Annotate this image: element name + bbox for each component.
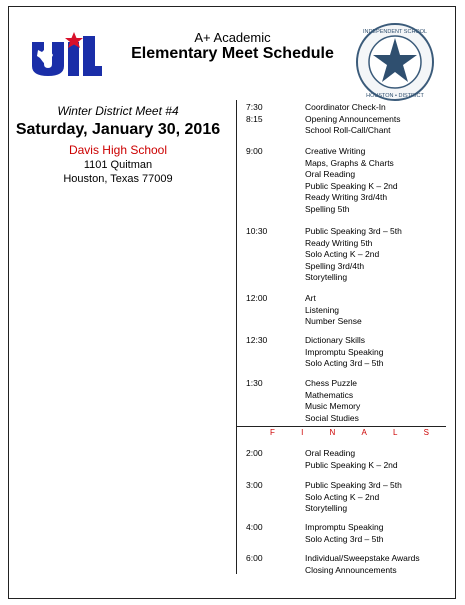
schedule-events: [305, 335, 383, 370]
finals-divider: [236, 426, 446, 427]
schedule-event: Oral Reading: [305, 448, 356, 458]
schedule-event: Storytelling: [305, 272, 348, 282]
schedule-event: Solo Acting 3rd – 5th: [305, 358, 384, 368]
schedule-event: School Roll-Call/Chant: [305, 125, 391, 135]
schedule-event: Solo Acting 3rd – 5th: [305, 533, 384, 544]
schedule-event: Mathematics: [305, 389, 354, 400]
schedule-event: Ready Writing 5th: [305, 237, 373, 248]
schedule-event: Individual/Sweepstake Awards: [305, 553, 420, 563]
schedule-event: Spelling 3rd/4th: [305, 260, 365, 271]
schedule-event: Art: [305, 293, 316, 303]
meet-address-line2: Houston, Texas 77009: [63, 173, 173, 185]
schedule-time: 1:30: [246, 378, 263, 388]
schedule-event: Ready Writing 3rd/4th: [305, 192, 388, 202]
schedule-event: Dictionary Skills: [305, 335, 365, 345]
schedule-events: [305, 522, 383, 545]
schedule-events: [305, 146, 398, 215]
schedule-event: Coordinator Check-In: [305, 102, 386, 112]
schedule-event: Opening Announcements: [305, 113, 401, 124]
schedule-event: Social Studies: [305, 412, 359, 423]
schedule-time: 3:00: [246, 480, 263, 490]
schedule-event: Public Speaking 3rd – 5th: [305, 480, 402, 490]
schedule-time: 6:00: [246, 553, 263, 563]
schedule-event: Number Sense: [305, 316, 362, 326]
schedule-event: Public Speaking K – 2nd: [305, 180, 398, 191]
schedule-event: Solo Acting K – 2nd: [305, 249, 380, 259]
schedule-event: Spelling 5th: [305, 203, 350, 214]
schedule-event: Impromptu Speaking: [305, 522, 384, 532]
finals-label: [270, 428, 430, 437]
meet-school: Davis High School: [68, 143, 168, 157]
schedule-time: 9:00: [246, 146, 263, 156]
schedule-time: 8:15: [246, 113, 263, 124]
schedule-events: [305, 293, 362, 328]
schedule-events: [305, 553, 420, 576]
meet-name: Winter District Meet #4: [57, 104, 179, 118]
schedule-events: [305, 480, 402, 515]
schedule-event: Chess Puzzle: [305, 378, 357, 388]
schedule-events: [305, 378, 360, 424]
schedule-event: Impromptu Speaking: [305, 346, 384, 357]
finals-letter: L: [393, 428, 399, 437]
schedule-time: 7:30: [246, 102, 263, 112]
schedule-event: Public Speaking K – 2nd: [305, 459, 398, 470]
schedule-event: Public Speaking 3rd – 5th: [305, 226, 402, 236]
finals-letter: I: [301, 428, 305, 437]
header-title: Elementary Meet Schedule: [131, 45, 334, 62]
header-subtitle: A+ Academic: [194, 30, 271, 45]
schedule-event: Storytelling: [305, 503, 348, 513]
meet-date: Saturday, January 30, 2016: [15, 121, 221, 138]
schedule-events: [305, 448, 398, 471]
svg-text:HOUSTON • DISTRICT: HOUSTON • DISTRICT: [366, 93, 424, 99]
schedule-time: 10:30: [246, 226, 268, 236]
meet-info: [8, 104, 228, 185]
schedule-time: 12:30: [246, 335, 268, 345]
schedule-event: Solo Acting K – 2nd: [305, 491, 380, 502]
column-divider: [236, 100, 237, 574]
finals-letter: S: [423, 428, 430, 437]
schedule-events: [305, 226, 402, 284]
finals-letter: N: [329, 428, 337, 437]
schedule-time: 2:00: [246, 448, 263, 458]
finals-letter: A: [361, 428, 368, 437]
schedule-event: Maps, Graphs & Charts: [305, 157, 394, 168]
schedule-event: Listening: [305, 304, 340, 315]
schedule-time: 4:00: [246, 522, 263, 532]
meet-address-line1: 1101 Quitman: [83, 159, 153, 171]
schedule-event: Closing Announcements: [305, 564, 397, 575]
schedule-event: Oral Reading: [305, 169, 356, 179]
schedule-event: Creative Writing: [305, 146, 366, 156]
schedule-time: 12:00: [246, 293, 268, 303]
finals-letter: F: [270, 428, 276, 437]
schedule-event: Music Memory: [305, 401, 361, 411]
svg-text:INDEPENDENT SCHOOL: INDEPENDENT SCHOOL: [362, 29, 428, 35]
